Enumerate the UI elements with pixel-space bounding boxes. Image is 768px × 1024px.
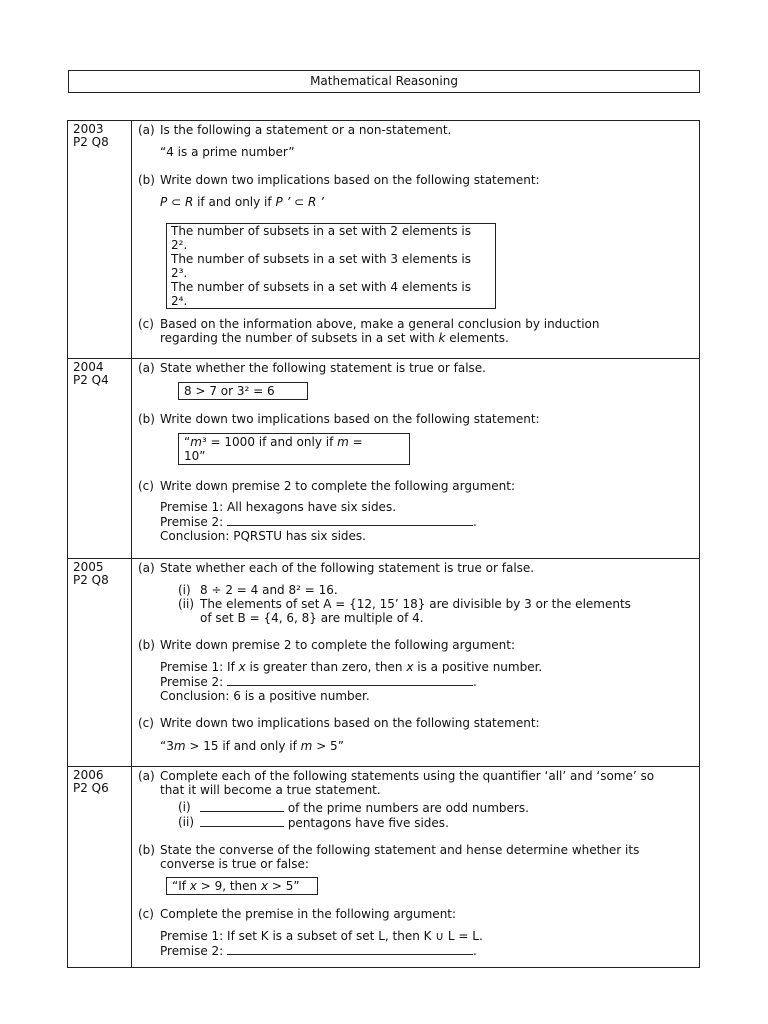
year-cell	[68, 559, 132, 767]
sub-item-ii	[138, 597, 695, 625]
year: 2005	[73, 560, 104, 574]
question-row-2003	[68, 121, 700, 359]
year: 2006	[73, 768, 104, 782]
premise-1: Premise 1: All hexagons have six sides.	[160, 500, 397, 514]
part-c	[138, 716, 695, 730]
answer-blank[interactable]	[227, 943, 473, 955]
year: 2003	[73, 122, 104, 136]
text: elements.	[445, 331, 509, 345]
sub-item-i	[138, 583, 695, 597]
info-box	[166, 223, 496, 309]
var: R	[184, 195, 194, 209]
page-title: Mathematical Reasoning	[68, 70, 700, 93]
sub-text-2: of set B = {4, 6, 8} are multiple of 4.	[200, 611, 424, 625]
statement-box: 8 > 7 or 3² = 6	[178, 382, 308, 400]
paper-ref: P2 Q4	[73, 373, 109, 387]
var: k	[438, 331, 446, 345]
part-label: (a)	[138, 561, 155, 575]
year: 2004	[73, 360, 104, 374]
var: m	[190, 435, 202, 449]
part-c	[138, 907, 695, 921]
var: m	[173, 739, 186, 753]
part-text: Write down two implications based on the following statement:	[160, 173, 540, 187]
argument	[138, 660, 695, 703]
premise-2	[160, 674, 695, 689]
quoted-statement	[138, 739, 695, 753]
text: “3	[160, 739, 174, 753]
paper-ref: P2 Q6	[73, 781, 109, 795]
part-a	[138, 769, 695, 797]
part-label: (c)	[138, 479, 154, 493]
sub-label: (ii)	[178, 815, 195, 829]
text: > 5”	[312, 739, 344, 753]
part-label: (b)	[138, 843, 155, 857]
year-cell	[68, 359, 132, 559]
text: “	[184, 435, 191, 449]
info-box-wrap	[166, 223, 695, 309]
box-line: The number of subsets in a set with 2 elements is	[171, 224, 471, 238]
subset-symbol: ⊂	[167, 195, 185, 209]
var: P	[160, 195, 168, 209]
text: is a positive number.	[413, 660, 543, 674]
argument	[138, 500, 695, 543]
part-a	[138, 561, 695, 575]
part-text: State the converse of the following statement and hense determine whether its	[160, 843, 640, 857]
sub-text: pentagons have five sides.	[284, 816, 449, 830]
set-statement	[138, 195, 695, 209]
sub-text: of the prime numbers are odd numbers.	[284, 801, 529, 815]
part-c	[138, 317, 695, 345]
part-text: Complete the premise in the following argument:	[160, 907, 457, 921]
sub-item-ii	[138, 815, 695, 830]
var: m	[300, 739, 313, 753]
sub-label: (i)	[178, 583, 191, 597]
box-line: The number of subsets in a set with 3 elements is	[171, 252, 471, 266]
quoted-statement: “4 is a prime number”	[160, 145, 295, 159]
part-text: State whether the following statement is true or false.	[160, 361, 486, 375]
box-line: The number of subsets in a set with 4 elements is	[171, 280, 471, 294]
conclusion: Conclusion: PQRSTU has six sides.	[160, 529, 366, 543]
part-label: (b)	[138, 412, 155, 426]
part-label: (a)	[138, 361, 155, 375]
part-text: Write down premise 2 to complete the following argument:	[160, 638, 516, 652]
part-text: Based on the information above, make a general conclusion by induction	[160, 317, 600, 331]
paper-ref: P2 Q8	[73, 135, 109, 149]
question-body	[132, 559, 700, 767]
conclusion: Conclusion: 6 is a positive number.	[160, 689, 370, 703]
part-b	[138, 173, 695, 187]
text: Premise 2:	[160, 944, 228, 958]
part-text: Write down two implications based on the following statement:	[160, 412, 540, 426]
answer-blank[interactable]	[227, 514, 473, 526]
var: x	[406, 660, 414, 674]
question-row-2006	[68, 767, 700, 968]
box-line: 10”	[184, 449, 206, 463]
var: x	[238, 660, 246, 674]
sub-item-i	[138, 800, 695, 815]
var: x	[260, 879, 269, 893]
year-cell	[68, 767, 132, 968]
part-label: (b)	[138, 173, 155, 187]
var: R ’	[308, 195, 324, 209]
answer-blank[interactable]	[227, 674, 473, 686]
var: P ’	[275, 195, 291, 209]
answer-blank[interactable]	[200, 800, 284, 812]
text: is greater than zero, then	[245, 660, 407, 674]
part-label: (c)	[138, 317, 154, 331]
part-label: (b)	[138, 638, 155, 652]
questions-table	[67, 120, 700, 968]
question-body	[132, 767, 700, 968]
part-label: (c)	[138, 716, 154, 730]
answer-blank[interactable]	[200, 815, 284, 827]
question-body	[132, 121, 700, 359]
part-b	[138, 638, 695, 652]
text: if and only if	[193, 195, 276, 209]
paper-ref: P2 Q8	[73, 573, 109, 587]
premise-2	[160, 943, 695, 958]
text: > 9, then	[196, 879, 261, 893]
part-c	[138, 479, 695, 493]
var: x	[189, 879, 197, 893]
text: regarding the number of subsets in a set with	[160, 331, 439, 345]
premise-1: Premise 1: If set K is a subset of set L, then K ∪ L = L.	[160, 929, 483, 943]
part-label: (a)	[138, 123, 155, 137]
part-label: (c)	[138, 907, 154, 921]
box-wrap	[178, 433, 695, 465]
text: .	[473, 944, 477, 958]
sub-text: 8 ÷ 2 = 4 and 8² = 16.	[200, 583, 338, 597]
text: .	[473, 675, 477, 689]
question-row-2004	[68, 359, 700, 559]
box-wrap	[166, 877, 695, 895]
part-a	[138, 123, 695, 137]
part-text: Write down two implications based on the following statement:	[160, 716, 540, 730]
box-line: 2³.	[171, 266, 188, 280]
part-label: (a)	[138, 769, 155, 783]
box-wrap	[178, 382, 695, 400]
part-text-2	[160, 331, 695, 345]
part-a	[138, 361, 695, 375]
var: m	[337, 435, 349, 449]
text: > 5”	[268, 879, 300, 893]
part-text: State whether each of the following statement is true or false.	[160, 561, 535, 575]
premise-1	[160, 660, 695, 674]
part-text: Is the following a statement or a non-statement.	[160, 123, 452, 137]
part-text-2: that it will become a true statement.	[160, 783, 381, 797]
subset-symbol: ⊂	[290, 195, 308, 209]
text: ³ = 1000 if and only if	[201, 435, 338, 449]
text: =	[348, 435, 363, 449]
year-cell	[68, 121, 132, 359]
sub-label: (i)	[178, 800, 191, 814]
text: “If	[172, 879, 190, 893]
sub-label: (ii)	[178, 597, 195, 611]
text: Premise 2:	[160, 515, 228, 529]
statement-box	[166, 877, 318, 895]
part-b	[138, 412, 695, 426]
sub-text: The elements of set A = {12, 15’ 18} are divisible by 3 or the elements	[200, 597, 631, 611]
question-row-2005	[68, 559, 700, 767]
text: Premise 2:	[160, 675, 228, 689]
argument	[138, 929, 695, 958]
text: Premise 1: If	[160, 660, 239, 674]
box-line	[184, 435, 404, 449]
box-line: 2².	[171, 238, 188, 252]
premise-2	[160, 514, 695, 529]
statement-box	[178, 433, 410, 465]
question-body	[132, 359, 700, 559]
text: .	[473, 515, 477, 529]
box-line: 2⁴.	[171, 294, 188, 308]
part-text: Write down premise 2 to complete the following argument:	[160, 479, 516, 493]
part-b	[138, 843, 695, 871]
text: > 15 if and only if	[185, 739, 301, 753]
part-text: Complete each of the following statements using the quantifier ‘all’ and ‘some’ so	[160, 769, 655, 783]
part-text-2: converse is true or false:	[160, 857, 309, 871]
